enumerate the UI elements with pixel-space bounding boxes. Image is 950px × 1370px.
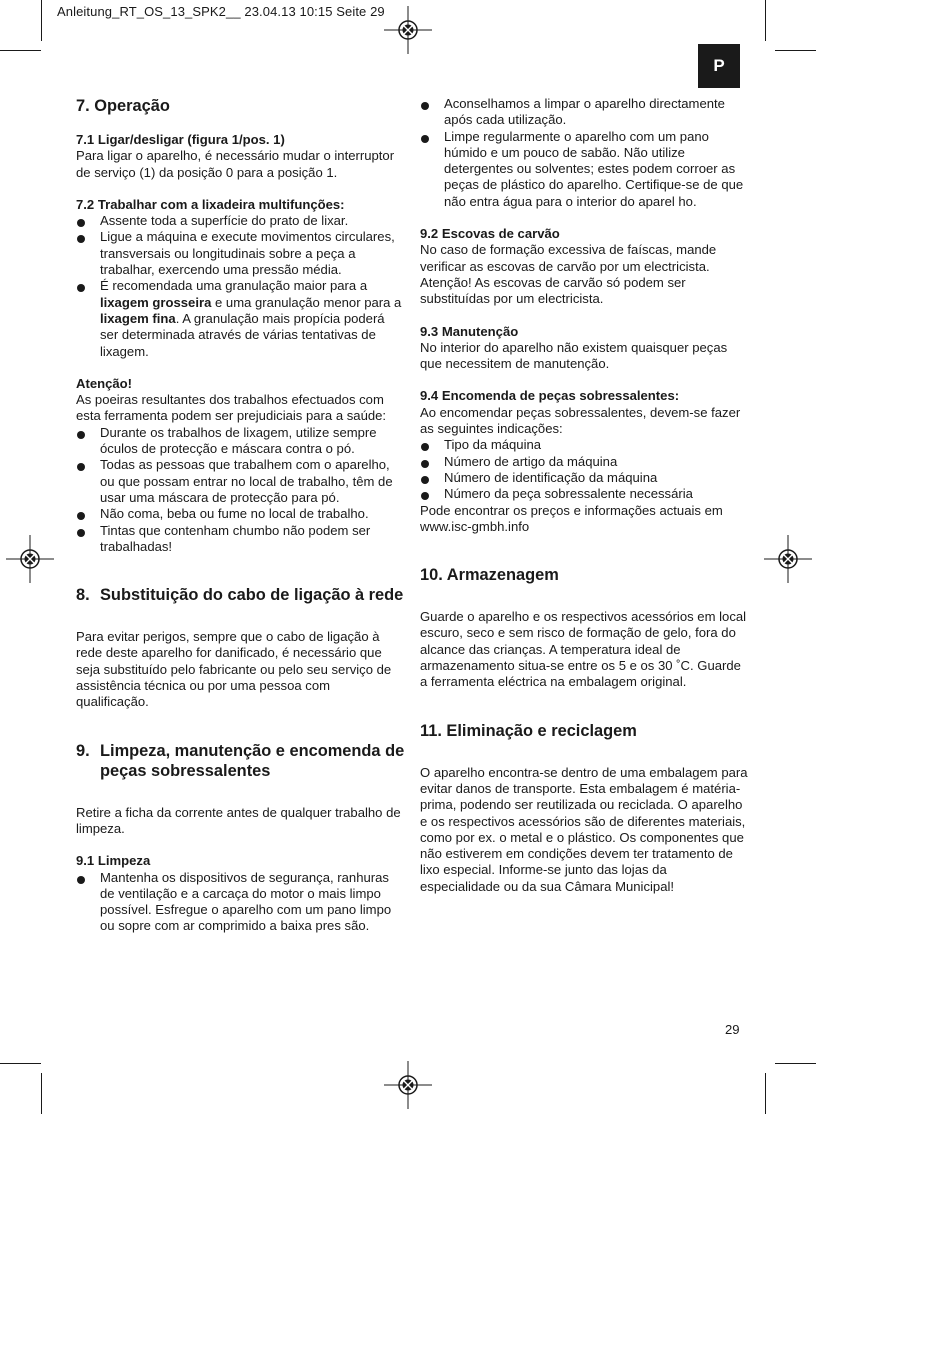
crop-mark-top-right-v: [765, 0, 766, 41]
list-item: Assente toda a superfície do prato de lixar.: [76, 213, 406, 229]
section-11-heading: 11. Eliminação e reciclagem: [420, 721, 637, 740]
registration-mark-bottom-icon: [384, 1061, 432, 1109]
crop-mark-top-left-h: [0, 50, 41, 51]
list-item: Tipo da máquina: [420, 437, 748, 453]
section-9-1-list: [76, 870, 406, 935]
list-item: Aconselhamos a limpar o aparelho directamente após cada utilização.: [420, 96, 748, 129]
print-slug: Anleitung_RT_OS_13_SPK2__ 23.04.13 10:15 Seite 29: [57, 4, 385, 19]
section-9-1-heading: 9.1 Limpeza: [76, 853, 151, 869]
section-9-heading: [76, 741, 406, 781]
registration-mark-right-icon: [764, 535, 812, 583]
attention-body: As poeiras resultantes dos trabalhos efectuados com esta ferramenta podem ser prejudiciais para a saúde:: [76, 392, 387, 424]
list-item: Todas as pessoas que trabalhem com o aparelho, ou que possam entrar no local de trabalho, têm de usar uma máscara de protecção para pó.: [76, 457, 406, 506]
section-8-heading: [76, 585, 406, 605]
section-7-number: 7.: [76, 97, 90, 115]
section-9-4-heading: 9.4 Encomenda de peças sobressalentes:: [420, 388, 680, 404]
attention-heading: Atenção!: [76, 375, 133, 391]
text-run: e uma granulação menor para a: [211, 294, 402, 310]
section-8-body: Para evitar perigos, sempre que o cabo de ligação à rede deste aparelho for danificado, é necessário que seja substituído pelo fabricante ou pelo seu serviço de assistência técnica ou por uma pessoa com qualificação.: [76, 629, 392, 710]
registration-mark-top-icon: [384, 6, 432, 54]
section-8-number: 8.: [76, 586, 90, 605]
section-9-2-warning: Atenção! As escovas de carvão só podem ser substituídas por um electricista.: [420, 274, 686, 307]
section-9-body: Retire a ficha da corrente antes de qualquer trabalho de limpeza.: [76, 804, 401, 836]
list-item: Ligue a máquina e execute movimentos circulares, transversais ou longitudinais sobre a peça a trabalhar, exercendo uma pressão média.: [76, 229, 406, 278]
bold-text: lixagem grosseira: [100, 294, 212, 310]
list-item: Mantenha os dispositivos de segurança, ranhuras de ventilação e a carcaça do motor o mais limpo possível. Esfregue o aparelho com um pano limpo ou sopre com ar comprimido a baixa pres são.: [76, 870, 406, 935]
cleaning-list: [420, 96, 748, 210]
section-7-1-heading: 7.1 Ligar/desligar (figura 1/pos. 1): [76, 132, 285, 147]
crop-mark-bottom-left-h: [0, 1063, 41, 1064]
section-9-2-body: No caso de formação excessiva de faíscas, mande verificar as escovas de carvão por um electricista.: [420, 242, 717, 274]
section-10-body: Guarde o aparelho e os respectivos acessórios em local escuro, seco e sem risco de formação de gelo, fora do alcance das crianças. A temperatura ideal de armazenamento situa-se entre os 5 e os 30 ˚C. Guarde a ferramenta eléctrica na embalagem original.: [420, 609, 747, 690]
section-9-4-body: Ao encomendar peças sobressalentes, devem-se fazer as seguintes indicações:: [420, 404, 741, 437]
right-column: [420, 96, 748, 895]
section-8-title: Substituição do cabo de ligação à rede: [100, 586, 404, 605]
section-7-2-heading: 7.2 Trabalhar com a lixadeira multifunções:: [76, 196, 345, 212]
section-7-title: Operação: [94, 97, 170, 115]
bold-text: lixagem fina: [100, 310, 176, 326]
left-column: [76, 96, 406, 935]
text-run: É recomendada uma granulação maior para a: [100, 278, 368, 294]
section-7-1-body: Para ligar o aparelho, é necessário mudar o interruptor de serviço (1) da posição 0 para a posição 1.: [76, 148, 395, 180]
list-item: Número de identificação da máquina: [420, 470, 748, 486]
crop-mark-bottom-right-v: [765, 1073, 766, 1114]
list-item: [76, 278, 406, 359]
section-9-3-heading: 9.3 Manutenção: [420, 323, 519, 339]
section-7-heading: [76, 96, 406, 116]
section-11-body: O aparelho encontra-se dentro de uma embalagem para evitar danos de transporte. Esta embalagem é matéria-prima, podendo ser reutilizada ou reciclada. O aparelho e os respectivos acessórios são de diferentes materiais, como por ex. o metal e o plástico. Os componentes que não estiverem em condições devem ter tratamento de lixo especial. Informe-se junto das lojas da especialidade ou da sua Câmara Municipal!: [420, 764, 748, 894]
section-9-4-footer: Pode encontrar os preços e informações actuais em www.isc-gmbh.info: [420, 502, 723, 534]
section-9-3-body: No interior do aparelho não existem quaisquer peças que necessitem de manutenção.: [420, 339, 728, 372]
list-item: Durante os trabalhos de lixagem, utilize sempre óculos de protecção e máscara contra o pó.: [76, 425, 406, 458]
list-item: Limpe regularmente o aparelho com um pano húmido e um pouco de sabão. Não utilize detergentes ou solventes; estes podem corroer as peças de plástico do aparelho. Certifique-se de que não entra água para o interior do aparel ho.: [420, 129, 748, 210]
attention-list: [76, 425, 406, 555]
crop-mark-top-right-h: [775, 50, 816, 51]
crop-mark-bottom-left-v: [41, 1073, 42, 1114]
section-9-title: Limpeza, manutenção e encomenda de peças sobressalentes: [100, 741, 405, 780]
list-item: Não coma, beba ou fume no local de trabalho.: [76, 506, 406, 522]
crop-mark-bottom-right-h: [775, 1063, 816, 1064]
page-number: 29: [725, 1022, 740, 1037]
text-run: . A granulação mais propícia poderá ser determinada através de várias tentativas de lixagem.: [100, 310, 385, 359]
section-9-number: 9.: [76, 741, 90, 760]
list-item: Número de artigo da máquina: [420, 454, 748, 470]
crop-mark-top-left-v: [41, 0, 42, 41]
list-item: Número da peça sobressalente necessária: [420, 486, 748, 502]
language-tab: P: [698, 44, 740, 88]
section-9-4-list: [420, 437, 748, 502]
list-item: Tintas que contenham chumbo não podem ser trabalhadas!: [76, 523, 406, 556]
section-7-2-list: [76, 213, 406, 360]
section-9-2-heading: 9.2 Escovas de carvão: [420, 226, 560, 242]
section-10-heading: 10. Armazenagem: [420, 566, 559, 585]
registration-mark-left-icon: [6, 535, 54, 583]
